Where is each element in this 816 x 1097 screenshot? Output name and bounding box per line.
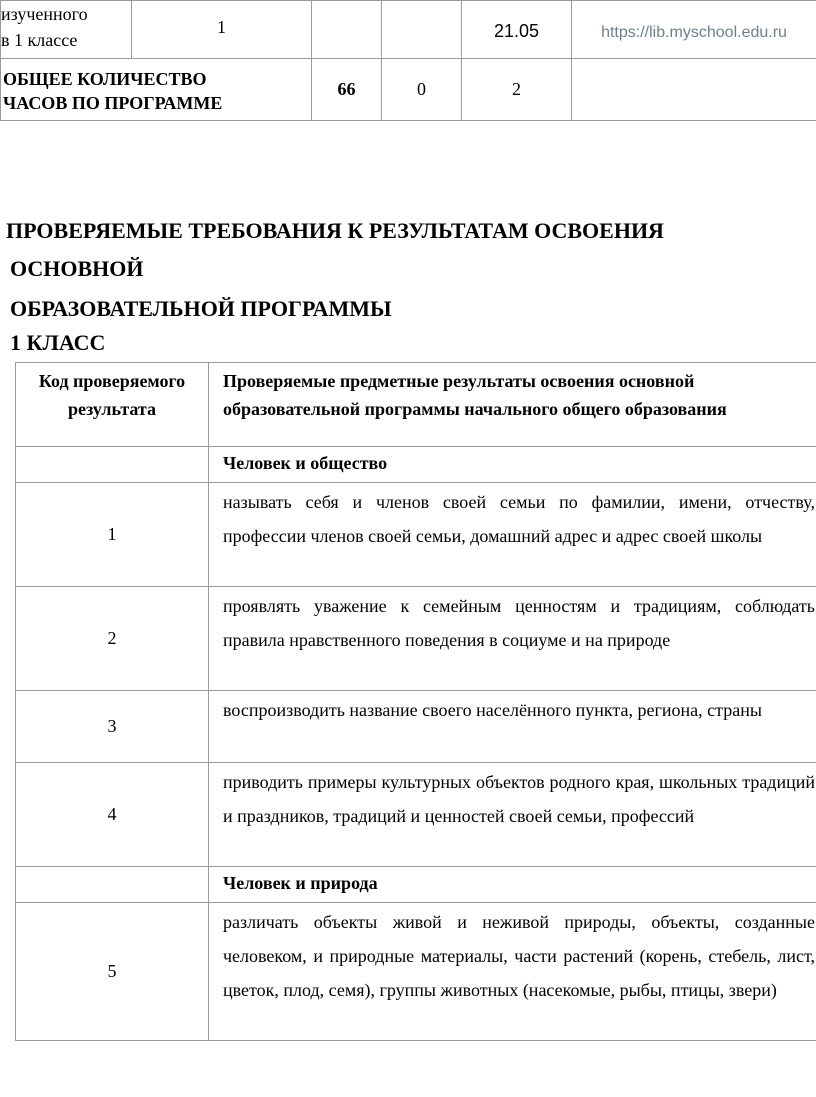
section-title-nature: Человек и природа bbox=[209, 867, 816, 903]
result-text: приводить примеры культурных объектов родного края, школьных традиций и праздников, традиций и ценностей своей семьи, профессий bbox=[209, 763, 816, 867]
table-header-row bbox=[16, 363, 816, 447]
section-row bbox=[16, 867, 816, 903]
total-empty-cell bbox=[572, 59, 816, 121]
table-row bbox=[16, 587, 816, 691]
hours-cell: 1 bbox=[132, 1, 312, 59]
summary-table bbox=[0, 0, 816, 121]
resource-link[interactable]: https://lib.myschool.edu.ru bbox=[601, 24, 787, 41]
results-header: Проверяемые предметные результаты освоения основной образовательной программы начального общего образования bbox=[209, 363, 816, 447]
resource-cell bbox=[572, 1, 816, 59]
total-label-cell bbox=[1, 59, 312, 121]
table-row bbox=[16, 763, 816, 867]
result-code: 1 bbox=[16, 483, 209, 587]
lesson-name-cell bbox=[1, 1, 132, 59]
table-row bbox=[16, 903, 816, 1041]
table-row bbox=[16, 691, 816, 763]
result-code: 4 bbox=[16, 763, 209, 867]
result-text: различать объекты живой и неживой природы, объекты, созданные человеком, и природные материалы, части растений (корень, стебель, лист, цветок, плод, семя), группы животных (насекомые, рыбы, птицы, звери) bbox=[209, 903, 816, 1041]
total-practice-cell: 2 bbox=[462, 59, 572, 121]
total-label-line1: ОБЩЕЕ КОЛИЧЕСТВО bbox=[3, 69, 207, 89]
section-row bbox=[16, 447, 816, 483]
table-row bbox=[1, 1, 816, 59]
table-row bbox=[16, 483, 816, 587]
total-hours-cell: 66 bbox=[312, 59, 382, 121]
result-text: называть себя и членов своей семьи по фамилии, имени, отчеству, профессии членов своей семьи, домашний адрес и адрес своей школы bbox=[209, 483, 816, 587]
result-code: 5 bbox=[16, 903, 209, 1041]
lesson-name-line2: в 1 классе bbox=[1, 30, 78, 50]
result-code: 3 bbox=[16, 691, 209, 763]
practice-cell bbox=[382, 1, 462, 59]
result-code: 2 bbox=[16, 587, 209, 691]
total-tests-cell: 0 bbox=[382, 59, 462, 121]
tests-cell bbox=[312, 1, 382, 59]
section-empty-cell bbox=[16, 447, 209, 483]
result-text: проявлять уважение к семейным ценностям и традициям, соблюдать правила нравственного поведения в социуме и на природе bbox=[209, 587, 816, 691]
heading-line3: ОБРАЗОВАТЕЛЬНОЙ ПРОГРАММЫ bbox=[10, 296, 392, 321]
section-empty-cell bbox=[16, 867, 209, 903]
table-row bbox=[1, 59, 816, 121]
results-table bbox=[15, 362, 816, 1041]
date-cell: 21.05 bbox=[462, 1, 572, 59]
code-header: Код проверяемого результата bbox=[16, 363, 209, 447]
heading-line1: ПРОВЕРЯЕМЫЕ ТРЕБОВАНИЯ К РЕЗУЛЬТАТАМ ОСВОЕНИЯ bbox=[6, 218, 664, 243]
result-text: воспроизводить название своего населённого пункта, региона, страны bbox=[209, 691, 816, 763]
total-label-line2: ЧАСОВ ПО ПРОГРАММЕ bbox=[3, 93, 223, 113]
lesson-name-line1: изученного bbox=[1, 4, 88, 24]
section-title-society: Человек и общество bbox=[209, 447, 816, 483]
heading-line4: 1 КЛАСС bbox=[10, 330, 106, 355]
heading-line2: ОСНОВНОЙ bbox=[10, 256, 144, 281]
